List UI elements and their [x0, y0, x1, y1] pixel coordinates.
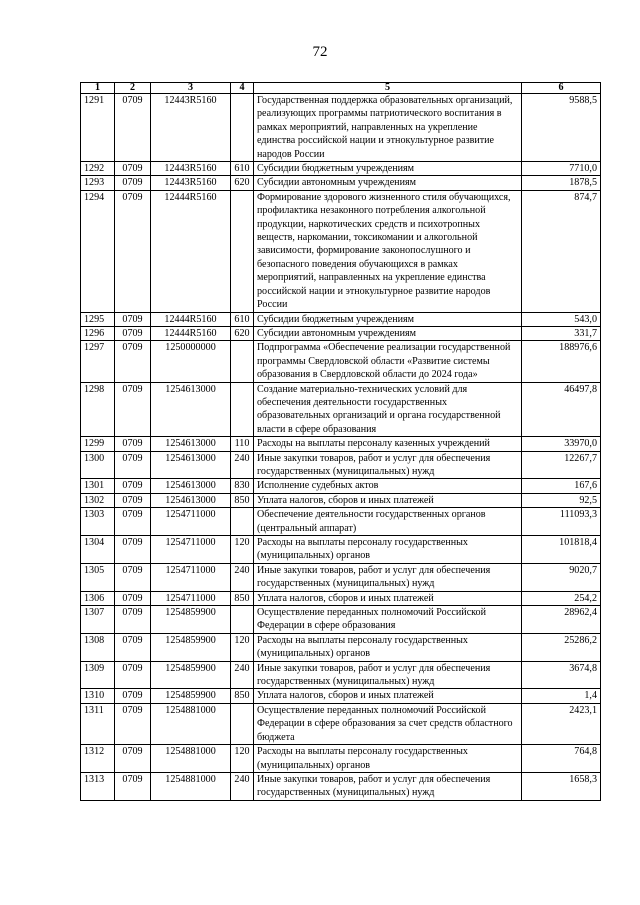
section-code: 0709: [115, 689, 151, 703]
table-row: [81, 162, 601, 176]
table-row: [81, 536, 601, 564]
expense-type-code: 620: [231, 176, 254, 190]
expense-type-code: 120: [231, 633, 254, 661]
table-row: [81, 591, 601, 605]
section-code: 0709: [115, 479, 151, 493]
table-row: [81, 326, 601, 340]
expense-type-code: 610: [231, 312, 254, 326]
item-name: Иные закупки товаров, работ и услуг для обеспечения государственных (муниципальных) нужд: [254, 772, 522, 800]
target-article-code: 1254859900: [151, 633, 231, 661]
item-name: Государственная поддержка образовательных организаций, реализующих программы патриотического воспитания в рамках мероприятий, направленных на укрепление единства российской нации и этнокультурное развитие народов России: [254, 94, 522, 162]
table-row: [81, 689, 601, 703]
table-row: [81, 382, 601, 437]
column-header: 4: [231, 83, 254, 94]
column-header: 2: [115, 83, 151, 94]
expense-type-code: 240: [231, 451, 254, 479]
amount: 9588,5: [522, 94, 601, 162]
section-code: 0709: [115, 94, 151, 162]
item-name: Уплата налогов, сборов и иных платежей: [254, 591, 522, 605]
table-row: [81, 94, 601, 162]
item-name: Расходы на выплаты персоналу казенных учреждений: [254, 437, 522, 451]
section-code: 0709: [115, 661, 151, 689]
expense-type-code: 620: [231, 326, 254, 340]
item-name: Иные закупки товаров, работ и услуг для обеспечения государственных (муниципальных) нужд: [254, 563, 522, 591]
amount: 874,7: [522, 190, 601, 312]
row-number: 1308: [81, 633, 115, 661]
section-code: 0709: [115, 606, 151, 634]
row-number: 1302: [81, 493, 115, 507]
column-header: 5: [254, 83, 522, 94]
section-code: 0709: [115, 591, 151, 605]
section-code: 0709: [115, 493, 151, 507]
row-number: 1295: [81, 312, 115, 326]
amount: 1658,3: [522, 772, 601, 800]
section-code: 0709: [115, 536, 151, 564]
section-code: 0709: [115, 772, 151, 800]
amount: 9020,7: [522, 563, 601, 591]
item-name: Формирование здорового жизненного стиля обучающихся, профилактика незаконного потребления алкогольной продукции, наркотических средств и психотропных веществ, наркомании, токсикомании и алкогольной зависимости, формирование законопослушного и безопасного поведения обучающихся в рамках мероприятий, направленных на укрепление единства российской нации и этнокультурное развитие народов России: [254, 190, 522, 312]
table-row: [81, 563, 601, 591]
expense-type-code: 120: [231, 745, 254, 773]
expense-type-code: 850: [231, 493, 254, 507]
section-code: 0709: [115, 703, 151, 744]
amount: 2423,1: [522, 703, 601, 744]
target-article-code: 1254613000: [151, 451, 231, 479]
table-header-row: [81, 83, 601, 94]
expense-type-code: 120: [231, 536, 254, 564]
section-code: 0709: [115, 451, 151, 479]
item-name: Подпрограмма «Обеспечение реализации государственной программы Свердловской области «Развитие системы образования в Свердловской области до 2024 года»: [254, 341, 522, 382]
table-row: [81, 703, 601, 744]
item-name: Расходы на выплаты персоналу государственных (муниципальных) органов: [254, 633, 522, 661]
target-article-code: 12444R5160: [151, 190, 231, 312]
column-header: 6: [522, 83, 601, 94]
section-code: 0709: [115, 382, 151, 437]
row-number: 1310: [81, 689, 115, 703]
table-row: [81, 312, 601, 326]
amount: 331,7: [522, 326, 601, 340]
page-number: 72: [312, 44, 328, 60]
expense-type-code: [231, 382, 254, 437]
target-article-code: 1254711000: [151, 508, 231, 536]
section-code: 0709: [115, 563, 151, 591]
item-name: Субсидии бюджетным учреждениям: [254, 312, 522, 326]
section-code: 0709: [115, 326, 151, 340]
item-name: Исполнение судебных актов: [254, 479, 522, 493]
target-article-code: 12443R5160: [151, 162, 231, 176]
row-number: 1300: [81, 451, 115, 479]
row-number: 1305: [81, 563, 115, 591]
amount: 28962,4: [522, 606, 601, 634]
target-article-code: 1254613000: [151, 382, 231, 437]
target-article-code: 12443R5160: [151, 94, 231, 162]
expense-type-code: [231, 190, 254, 312]
amount: 12267,7: [522, 451, 601, 479]
target-article-code: 12444R5160: [151, 312, 231, 326]
target-article-code: 1254859900: [151, 689, 231, 703]
table-row: [81, 479, 601, 493]
item-name: Осуществление переданных полномочий Российской Федерации в сфере образования за счет средств областного бюджета: [254, 703, 522, 744]
item-name: Иные закупки товаров, работ и услуг для обеспечения государственных (муниципальных) нужд: [254, 451, 522, 479]
target-article-code: 1254881000: [151, 745, 231, 773]
expense-type-code: 610: [231, 162, 254, 176]
expense-type-code: [231, 606, 254, 634]
expense-type-code: 240: [231, 772, 254, 800]
amount: 1878,5: [522, 176, 601, 190]
row-number: 1303: [81, 508, 115, 536]
item-name: Обеспечение деятельности государственных органов (центральный аппарат): [254, 508, 522, 536]
table-row: [81, 190, 601, 312]
item-name: Уплата налогов, сборов и иных платежей: [254, 493, 522, 507]
expense-type-code: 830: [231, 479, 254, 493]
amount: 764,8: [522, 745, 601, 773]
expense-type-code: 240: [231, 563, 254, 591]
target-article-code: 1254881000: [151, 772, 231, 800]
target-article-code: 1250000000: [151, 341, 231, 382]
target-article-code: 1254711000: [151, 536, 231, 564]
row-number: 1313: [81, 772, 115, 800]
item-name: Расходы на выплаты персоналу государственных (муниципальных) органов: [254, 745, 522, 773]
row-number: 1292: [81, 162, 115, 176]
item-name: Субсидии автономным учреждениям: [254, 176, 522, 190]
table-row: [81, 661, 601, 689]
target-article-code: 1254711000: [151, 563, 231, 591]
expense-type-code: [231, 94, 254, 162]
item-name: Осуществление переданных полномочий Российской Федерации в сфере образования: [254, 606, 522, 634]
target-article-code: 1254711000: [151, 591, 231, 605]
table-body: [81, 94, 601, 801]
section-code: 0709: [115, 508, 151, 536]
row-number: 1293: [81, 176, 115, 190]
target-article-code: 12443R5160: [151, 176, 231, 190]
section-code: 0709: [115, 437, 151, 451]
section-code: 0709: [115, 162, 151, 176]
amount: 167,6: [522, 479, 601, 493]
item-name: Иные закупки товаров, работ и услуг для обеспечения государственных (муниципальных) нужд: [254, 661, 522, 689]
amount: 7710,0: [522, 162, 601, 176]
row-number: 1304: [81, 536, 115, 564]
expense-type-code: 850: [231, 591, 254, 605]
table-row: [81, 493, 601, 507]
row-number: 1296: [81, 326, 115, 340]
table-row: [81, 508, 601, 536]
row-number: 1306: [81, 591, 115, 605]
table-row: [81, 451, 601, 479]
target-article-code: 1254613000: [151, 479, 231, 493]
amount: 46497,8: [522, 382, 601, 437]
row-number: 1297: [81, 341, 115, 382]
section-code: 0709: [115, 633, 151, 661]
section-code: 0709: [115, 341, 151, 382]
amount: 3674,8: [522, 661, 601, 689]
row-number: 1301: [81, 479, 115, 493]
row-number: 1291: [81, 94, 115, 162]
section-code: 0709: [115, 745, 151, 773]
expense-type-code: 110: [231, 437, 254, 451]
table-row: [81, 606, 601, 634]
budget-table: [80, 82, 601, 801]
row-number: 1309: [81, 661, 115, 689]
amount: 25286,2: [522, 633, 601, 661]
item-name: Создание материально-технических условий для обеспечения деятельности государственных образовательных организаций и органа государственной власти в сфере образования: [254, 382, 522, 437]
row-number: 1298: [81, 382, 115, 437]
item-name: Субсидии автономным учреждениям: [254, 326, 522, 340]
section-code: 0709: [115, 312, 151, 326]
item-name: Субсидии бюджетным учреждениям: [254, 162, 522, 176]
amount: 101818,4: [522, 536, 601, 564]
amount: 188976,6: [522, 341, 601, 382]
table-row: [81, 341, 601, 382]
table-row: [81, 772, 601, 800]
table-row: [81, 437, 601, 451]
section-code: 0709: [115, 190, 151, 312]
row-number: 1311: [81, 703, 115, 744]
amount: 33970,0: [522, 437, 601, 451]
target-article-code: 1254859900: [151, 606, 231, 634]
amount: 543,0: [522, 312, 601, 326]
row-number: 1307: [81, 606, 115, 634]
target-article-code: 1254613000: [151, 437, 231, 451]
section-code: 0709: [115, 176, 151, 190]
item-name: Уплата налогов, сборов и иных платежей: [254, 689, 522, 703]
row-number: 1299: [81, 437, 115, 451]
row-number: 1294: [81, 190, 115, 312]
amount: 111093,3: [522, 508, 601, 536]
expense-type-code: 240: [231, 661, 254, 689]
item-name: Расходы на выплаты персоналу государственных (муниципальных) органов: [254, 536, 522, 564]
target-article-code: 1254881000: [151, 703, 231, 744]
column-header: 1: [81, 83, 115, 94]
amount: 92,5: [522, 493, 601, 507]
row-number: 1312: [81, 745, 115, 773]
amount: 1,4: [522, 689, 601, 703]
column-header: 3: [151, 83, 231, 94]
target-article-code: 1254859900: [151, 661, 231, 689]
table-row: [81, 633, 601, 661]
expense-type-code: [231, 508, 254, 536]
expense-type-code: [231, 703, 254, 744]
expense-type-code: 850: [231, 689, 254, 703]
table-row: [81, 745, 601, 773]
target-article-code: 1254613000: [151, 493, 231, 507]
amount: 254,2: [522, 591, 601, 605]
table-row: [81, 176, 601, 190]
target-article-code: 12444R5160: [151, 326, 231, 340]
expense-type-code: [231, 341, 254, 382]
